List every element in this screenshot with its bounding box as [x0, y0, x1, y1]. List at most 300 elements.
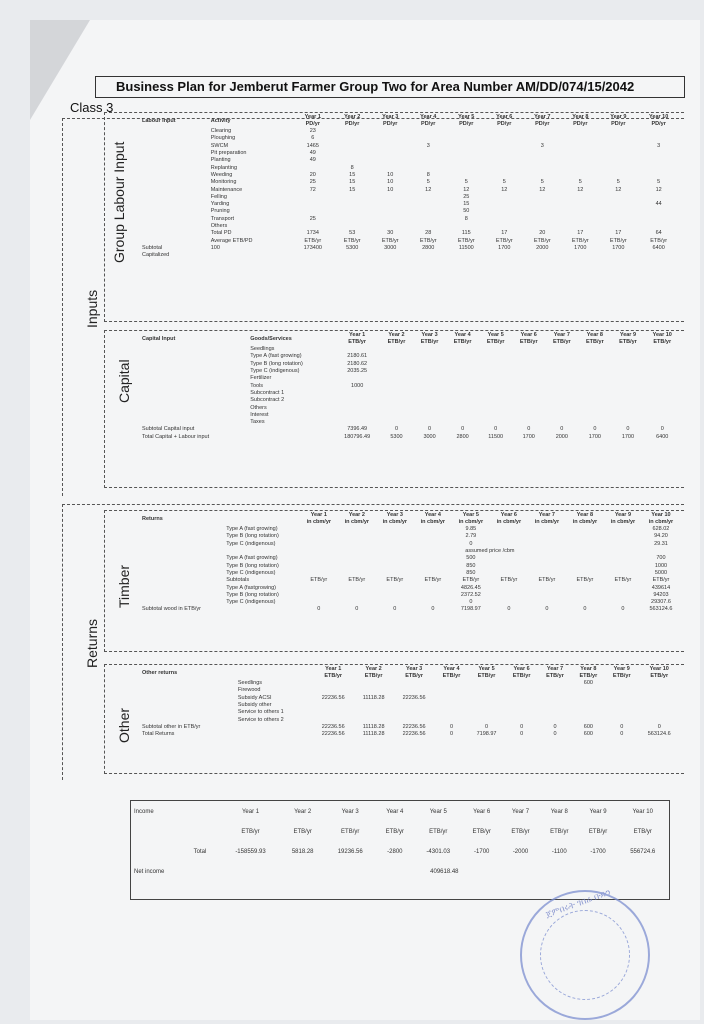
- cell-value: [490, 570, 528, 577]
- cell-value: 2000: [536, 244, 549, 251]
- cell-value: [505, 709, 538, 716]
- cell-value: [468, 716, 505, 723]
- row-label: Type B (long rotation): [226, 591, 279, 598]
- row-label: Total Capital + Labour input: [142, 433, 210, 440]
- cell-value: Year 3: [341, 808, 359, 815]
- cell-value: [490, 599, 528, 606]
- cell-value: [414, 562, 452, 569]
- cell-value: [578, 412, 611, 419]
- year-header: Year 3 ETB/yr: [420, 332, 439, 345]
- cell-value: [413, 419, 446, 426]
- cell-value: 49: [309, 157, 316, 164]
- cell-value: [505, 716, 538, 723]
- cell-value: 0: [317, 606, 321, 613]
- cell-value: 15: [349, 179, 356, 186]
- capital-header-row: [140, 332, 680, 346]
- cell-value: 29.31: [654, 540, 668, 547]
- row-label: [140, 570, 224, 577]
- cell-value: 1000: [351, 382, 364, 389]
- row-label: Subcontract 2: [250, 397, 285, 404]
- cell-value: ETB/yr: [533, 237, 551, 244]
- cell-value: [446, 361, 479, 368]
- row-label: [140, 404, 248, 411]
- cell-value: -2000: [512, 848, 529, 855]
- cell-value: [446, 375, 479, 382]
- cell-value: [485, 164, 523, 171]
- row-label: [140, 695, 236, 702]
- cell-value: [561, 172, 599, 179]
- row-label: Replanting: [210, 164, 238, 171]
- timber-subtotal-wood-row: [140, 606, 680, 613]
- cell-value: [644, 375, 680, 382]
- cell-value: [637, 252, 680, 259]
- cell-value: Year 9: [589, 808, 607, 815]
- labour-row: [140, 164, 680, 171]
- year-header: Year 10 in cbm/yr: [648, 512, 674, 525]
- row-label: [140, 208, 209, 215]
- row-label: [140, 592, 224, 599]
- cell-value: [485, 172, 523, 179]
- row-label: Weeding: [210, 171, 233, 178]
- year-header: Year 7 in cbm/yr: [534, 512, 560, 525]
- cell-value: [566, 592, 604, 599]
- cell-value: [371, 223, 409, 230]
- cell-value: 0: [355, 606, 359, 613]
- labour-subtotal-row: [140, 245, 680, 252]
- cell-value: [644, 419, 680, 426]
- row-label: [140, 186, 209, 193]
- cell-value: 44: [655, 201, 662, 208]
- cell-value: [545, 382, 578, 389]
- row-label: Total Returns: [142, 731, 175, 738]
- other-total-row: [140, 731, 680, 738]
- cell-value: [409, 216, 447, 223]
- income-table: [132, 802, 668, 882]
- row-label: [140, 680, 236, 687]
- net-income-value: 409618.48: [430, 868, 459, 875]
- cell-value: [333, 201, 371, 208]
- cell-value: 5300: [390, 433, 403, 440]
- cell-value: [338, 570, 376, 577]
- row-label: [140, 194, 209, 201]
- cell-value: [447, 172, 485, 179]
- cell-value: 0: [520, 731, 524, 738]
- row-label: Monitoring: [210, 179, 237, 186]
- year-header: Year 7 PD/yr: [534, 114, 551, 127]
- cell-value: [371, 150, 409, 157]
- cell-value: [512, 375, 545, 382]
- row-label: Others: [250, 404, 267, 411]
- row-label: Subcontract 1: [250, 389, 285, 396]
- row-label: [140, 397, 248, 404]
- cell-value: 5: [464, 179, 468, 186]
- cell-value: [479, 419, 512, 426]
- cell-value: [512, 390, 545, 397]
- cell-value: [490, 533, 528, 540]
- cell-value: [413, 397, 446, 404]
- cell-value: [545, 390, 578, 397]
- cell-value: [599, 135, 637, 142]
- cell-value: [637, 172, 680, 179]
- cell-value: [566, 570, 604, 577]
- cell-value: [523, 164, 561, 171]
- cell-value: 19236.56: [337, 848, 363, 855]
- row-label: [140, 382, 248, 389]
- row-label: [140, 390, 248, 397]
- labour-row: [140, 216, 680, 223]
- cell-value: [447, 150, 485, 157]
- cell-value: [637, 194, 680, 201]
- cell-value: [599, 223, 637, 230]
- cell-value: [333, 135, 371, 142]
- cell-value: [637, 216, 680, 223]
- cell-value: 0: [593, 426, 597, 433]
- cell-value: ETB/yr: [576, 577, 594, 584]
- year-header: Year 4 ETB/yr: [453, 332, 472, 345]
- cell-value: [435, 709, 468, 716]
- cell-value: [528, 599, 566, 606]
- cell-value: 0: [560, 426, 564, 433]
- row-label: Type C (indigenous): [250, 368, 300, 375]
- cell-value: [338, 599, 376, 606]
- cell-value: 11118.28: [362, 731, 385, 738]
- cell-value: [354, 702, 394, 709]
- cell-value: [380, 368, 413, 375]
- cell-value: [528, 541, 566, 548]
- row-label: [140, 375, 248, 382]
- cell-value: [485, 157, 523, 164]
- row-label: Type A (fast growing): [250, 353, 302, 360]
- cell-value: [644, 412, 680, 419]
- cell-value: [414, 541, 452, 548]
- year-header: Year 3 PD/yr: [382, 114, 399, 127]
- cell-value: [638, 709, 680, 716]
- labour-row: [140, 194, 680, 201]
- row-label: Service to others 2: [237, 716, 284, 723]
- cell-value: 5: [657, 179, 661, 186]
- cell-value: 600: [583, 731, 593, 738]
- cell-value: [611, 397, 644, 404]
- cell-value: [490, 592, 528, 599]
- cell-value: [637, 150, 680, 157]
- cell-value: [611, 346, 644, 353]
- year-header: Year 8 PD/yr: [572, 114, 589, 127]
- cell-value: ETB/yr: [571, 237, 589, 244]
- cell-value: [468, 709, 505, 716]
- cell-value: [409, 194, 447, 201]
- cell-value: [578, 368, 611, 375]
- cell-value: 173400: [303, 244, 322, 251]
- cell-value: [545, 346, 578, 353]
- capital-subtotal-row: [140, 426, 680, 433]
- cell-value: 11500: [458, 244, 474, 251]
- row-label: [140, 687, 236, 694]
- row-label: SWCM: [210, 142, 229, 149]
- cell-value: ETB/yr: [341, 828, 360, 835]
- cell-value: 0: [485, 723, 489, 730]
- cell-value: [334, 390, 380, 397]
- row-label: Seedlings: [237, 680, 263, 687]
- cell-value: Year 6: [473, 808, 491, 815]
- cell-value: 3: [426, 142, 430, 149]
- cell-value: 2800: [456, 433, 469, 440]
- cell-value: [637, 128, 680, 135]
- cell-value: [561, 164, 599, 171]
- labour-row: [140, 201, 680, 208]
- cell-value: [605, 702, 638, 709]
- row-label: Type C (indigenous): [226, 569, 276, 576]
- cell-value: [300, 526, 338, 533]
- cell-value: [561, 223, 599, 230]
- cell-value: [578, 397, 611, 404]
- cell-value: 10: [387, 171, 394, 178]
- cell-value: 17: [577, 230, 584, 237]
- cell-value: [414, 599, 452, 606]
- cell-value: [523, 128, 561, 135]
- row-label: Type B (long rotation): [226, 562, 279, 569]
- cell-value: [523, 252, 561, 259]
- cell-value: [468, 680, 505, 687]
- cell-value: [490, 562, 528, 569]
- cell-value: [413, 353, 446, 360]
- cell-value: 28: [425, 230, 432, 237]
- cell-value: [380, 419, 413, 426]
- cell-value: [528, 592, 566, 599]
- cell-value: [512, 419, 545, 426]
- header-cell: Other returns: [142, 669, 178, 676]
- cell-value: [479, 375, 512, 382]
- cell-value: [371, 194, 409, 201]
- capital-row: [140, 397, 680, 404]
- cell-value: 15: [463, 201, 470, 208]
- cell-value: [300, 592, 338, 599]
- cell-value: [446, 419, 479, 426]
- row-label: [140, 143, 209, 150]
- cell-value: 25: [309, 215, 316, 222]
- cell-value: 9.85: [465, 526, 477, 533]
- cell-value: [485, 194, 523, 201]
- cell-value: ETB/yr: [550, 828, 569, 835]
- header-cell: Activity: [210, 117, 231, 124]
- timber-cbm-row: [140, 533, 680, 540]
- cell-value: [393, 709, 434, 716]
- cell-value: -4301.03: [426, 848, 451, 855]
- cell-value: [409, 223, 447, 230]
- cell-value: 10: [387, 186, 394, 193]
- year-header: Year 10 PD/yr: [649, 114, 669, 127]
- cell-value: 1700: [588, 433, 601, 440]
- cell-value: [312, 716, 353, 723]
- cell-value: [376, 584, 414, 591]
- capital-row: [140, 390, 680, 397]
- cell-value: 15: [349, 171, 356, 178]
- stamp-inner-ring: [540, 910, 630, 1000]
- cell-value: 1734: [306, 230, 319, 237]
- cell-value: [578, 375, 611, 382]
- cell-value: [523, 150, 561, 157]
- assumed-price-label: assumed price /cbm: [465, 548, 515, 555]
- year-header: Year 5 ETB/yr: [486, 332, 505, 345]
- row-label: [140, 164, 209, 171]
- cell-value: [312, 680, 353, 687]
- cell-value: [409, 135, 447, 142]
- cell-value: 7198.97: [476, 731, 497, 738]
- cell-value: [468, 702, 505, 709]
- year-header: Year 6 in cbm/yr: [496, 512, 522, 525]
- cell-value: [523, 216, 561, 223]
- year-header: Year 6 PD/yr: [496, 114, 513, 127]
- cell-value: [479, 397, 512, 404]
- cell-value: [338, 533, 376, 540]
- header-cell: Labour Input: [142, 117, 176, 124]
- cell-value: [292, 252, 333, 259]
- year-header: Year 5 in cbm/yr: [458, 512, 484, 525]
- row-label: [192, 822, 221, 842]
- cell-value: [334, 397, 380, 404]
- cell-value: ETB/yr: [609, 237, 627, 244]
- row-label: Interest: [250, 411, 269, 418]
- cell-value: [414, 592, 452, 599]
- row-label: Type C (indigenous): [226, 599, 276, 606]
- other-header-row: [140, 666, 680, 680]
- cell-value: 2000: [555, 433, 568, 440]
- cell-value: [300, 555, 338, 562]
- cell-value: [538, 716, 571, 723]
- cell-value: 0: [620, 731, 624, 738]
- cell-value: 850: [466, 569, 476, 576]
- timber-sub-row: [140, 599, 680, 606]
- cell-value: [338, 541, 376, 548]
- row-label: [140, 201, 209, 208]
- cell-value: 5: [426, 179, 430, 186]
- capital-total-row: [140, 434, 680, 441]
- cell-value: [393, 687, 434, 694]
- cell-value: [528, 555, 566, 562]
- cell-value: 22236.56: [402, 694, 426, 701]
- header-cell: [236, 666, 313, 680]
- cell-value: [644, 404, 680, 411]
- cell-value: [599, 172, 637, 179]
- cell-value: [380, 412, 413, 419]
- row-label: [140, 361, 248, 368]
- timber-table: [140, 512, 680, 614]
- cell-value: [376, 526, 414, 533]
- cell-value: [638, 687, 680, 694]
- row-label: [140, 157, 209, 164]
- cell-value: ETB/yr: [343, 237, 361, 244]
- cell-value: [292, 223, 333, 230]
- cell-value: [338, 584, 376, 591]
- cell-value: 30: [387, 230, 394, 237]
- cell-value: [512, 368, 545, 375]
- cell-value: [578, 419, 611, 426]
- cell-value: [435, 687, 468, 694]
- cell-value: [446, 368, 479, 375]
- cell-value: [572, 695, 605, 702]
- cell-value: 5300: [346, 244, 359, 251]
- cell-value: [479, 368, 512, 375]
- cell-value: [528, 584, 566, 591]
- assumed-price-row: [140, 548, 680, 555]
- cell-value: [447, 135, 485, 142]
- cell-value: [413, 346, 446, 353]
- row-label: Type A (fast growing): [226, 555, 278, 562]
- row-label: [140, 230, 209, 237]
- cell-value: [409, 150, 447, 157]
- cell-value: 556724.6: [630, 848, 656, 855]
- other-row: [140, 709, 680, 716]
- year-header: Year 4 ETB/yr: [442, 666, 461, 679]
- cell-value: [599, 157, 637, 164]
- cell-value: [479, 346, 512, 353]
- cell-value: 12: [425, 186, 432, 193]
- cell-value: -1700: [474, 848, 490, 855]
- row-label: [140, 237, 209, 244]
- cell-value: [414, 584, 452, 591]
- cell-value: [409, 164, 447, 171]
- cell-value: [505, 702, 538, 709]
- row-label: Service to others 1: [237, 709, 284, 716]
- cell-value: [545, 353, 578, 360]
- cell-value: 0: [660, 426, 664, 433]
- other-row: [140, 680, 680, 687]
- year-header: Year 3 in cbm/yr: [382, 512, 408, 525]
- cell-value: [599, 252, 637, 259]
- cell-value: [512, 382, 545, 389]
- cell-value: Year 2: [294, 808, 312, 815]
- cell-value: 0: [545, 606, 549, 613]
- row-label: Net income: [134, 868, 165, 875]
- row-label: Felling: [210, 193, 227, 200]
- cell-value: ETB/yr: [457, 237, 475, 244]
- other-row: [140, 687, 680, 694]
- cell-value: [413, 390, 446, 397]
- cell-value: [334, 404, 380, 411]
- cell-value: [300, 541, 338, 548]
- cell-value: [523, 194, 561, 201]
- row-label: Total: [193, 848, 207, 855]
- labour-row: [140, 223, 680, 230]
- row-label: Subtotal: [142, 244, 163, 251]
- cell-value: [638, 695, 680, 702]
- cell-value: [561, 194, 599, 201]
- cell-value: 0: [657, 723, 661, 730]
- cell-value: 600: [583, 723, 593, 730]
- cell-value: [333, 223, 371, 230]
- cell-value: [578, 382, 611, 389]
- cell-value: [376, 555, 414, 562]
- cell-value: 1700: [621, 433, 635, 440]
- cell-value: [479, 412, 512, 419]
- cell-value: 6400: [652, 244, 665, 251]
- cell-value: [604, 570, 642, 577]
- cell-value: [380, 375, 413, 382]
- cell-value: 2.79: [465, 533, 477, 540]
- cell-value: [409, 128, 447, 135]
- cell-value: 0: [553, 723, 557, 730]
- cell-value: 0: [494, 426, 498, 433]
- cell-value: 5: [616, 179, 620, 186]
- cell-value: [485, 135, 523, 142]
- row-label: Tools: [250, 382, 264, 389]
- row-label: [140, 716, 236, 723]
- cell-value: 20: [309, 171, 316, 178]
- year-header: Year 10 ETB/yr: [649, 666, 669, 679]
- row-label: Total PD: [210, 230, 232, 237]
- capital-row: [140, 361, 680, 368]
- row-label: [236, 731, 313, 738]
- cell-value: [566, 533, 604, 540]
